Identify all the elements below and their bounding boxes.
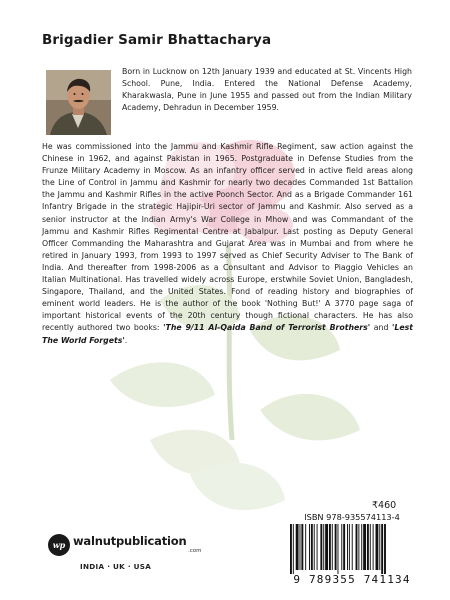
- barcode-bar: [384, 524, 386, 574]
- barcode-bar: [379, 524, 380, 570]
- isbn-barcode-block: [282, 512, 422, 586]
- barcode-bar: [363, 524, 366, 570]
- barcode-bar: [356, 524, 358, 570]
- barcode-bar: [301, 524, 303, 570]
- barcode-bar: [373, 524, 374, 570]
- barcode-bar: [323, 524, 324, 570]
- publisher-name: walnutpublication: [73, 534, 187, 548]
- barcode-bar: [317, 524, 318, 570]
- publisher-regions: INDIA · UK · USA: [80, 562, 152, 571]
- bio-main-text: He was commissioned into the Jammu and Kashmir Rifle Regiment, saw action against the Chinese in 1962, and against Pakistan in 1965. Postgraduate in Defense Studies from the Frunze Military Academy in Moscow. As an infantry officer served in active field areas along the Line of Control in Jammu and Kashmir for nearly two decades Commanded 1st Battalion the Jammu and Kashmir Rifles in the active Poonch Sector. And as a Brigade Commander 161 Infantry Brigade in the strategic Hajipir-Uri sector of Jammu and Kashmir. Also served as a senior instructor at the Indian Army's War College in Mhow and was Commandant of the Jammu and Kashmir Rifles Regimental Centre at Jabalpur. Last posting as Deputy General Officer Commanding the Maharashtra and Gujarat Area was in Mumbai and from where he retired in January 1993, from 1993 to 1997 served as Chief Security Adviser to The Bank of India. And thereafter from 1998-2006 as a Consultant and Advisor to Piaggio Vehicles an Italian Multinational. Has travelled widely across Europe, erstwhile Soviet Union, Bangladesh, Singapore, Thailand, and the United States. Fond of reading history and biographies of eminent world leaders. He is the author of the book 'Nothing But!' A 3770 page saga of important historical events of the 20th century though fictional characters. He has also recently authored two books:: [42, 142, 413, 333]
- barcode-bar: [358, 524, 359, 570]
- barcode-bar: [329, 524, 331, 570]
- barcode-bar: [347, 524, 348, 570]
- barcode-bar: [293, 524, 294, 574]
- author-name-heading: Brigadier Samir Bhattacharya: [42, 32, 272, 48]
- barcode-bar: [367, 524, 369, 570]
- barcode-bar: [376, 524, 379, 570]
- bio-connector: and: [373, 323, 389, 333]
- barcode-bar: [311, 524, 313, 570]
- barcode-bar: [381, 524, 383, 574]
- barcode-bar: [349, 524, 350, 570]
- price-label: ₹460: [372, 500, 397, 511]
- barcode-bar: [361, 524, 362, 570]
- barcode-bar: [290, 524, 292, 574]
- barcode-bar: [320, 524, 322, 570]
- barcode-bar: [343, 524, 345, 570]
- barcode-bar: [338, 524, 339, 574]
- barcode-bar: [332, 524, 333, 570]
- barcode-digits: 9 789355 741134: [293, 573, 411, 586]
- barcode-bar: [352, 524, 353, 570]
- barcode-bar: [305, 524, 306, 570]
- barcode-bar: [325, 524, 328, 570]
- isbn-label: ISBN 978-935574113-4: [304, 512, 400, 522]
- author-photo: [46, 70, 111, 135]
- barcode-icon: [288, 524, 416, 574]
- book-title-1: 'The 9/11 Al-Qaida Band of Terrorist Brothers': [163, 323, 371, 333]
- publisher-domain-suffix: .com: [188, 548, 202, 554]
- barcode-bar: [370, 524, 371, 570]
- bio-end: .: [124, 335, 128, 345]
- bio-main-paragraph: [42, 141, 413, 347]
- barcode-bar: [296, 524, 299, 570]
- barcode-bar: [309, 524, 310, 570]
- book-title-2: 'Lest The World Forgets': [42, 323, 414, 345]
- barcode-bar: [314, 524, 315, 570]
- barcode-bar: [335, 524, 337, 570]
- barcode-bar: [341, 524, 342, 570]
- publisher-logo-icon: wp: [48, 534, 70, 556]
- barcode-bar: [300, 524, 301, 570]
- bio-intro-paragraph: Born in Lucknow on 12th January 1939 and educated at St. Vincents High School. Pune, India. Entered the National Defense Academy, Kharakwasla, Pune in June 1955 and passed out from the Indian Military Academy, Dehradun in December 1959.: [122, 67, 412, 112]
